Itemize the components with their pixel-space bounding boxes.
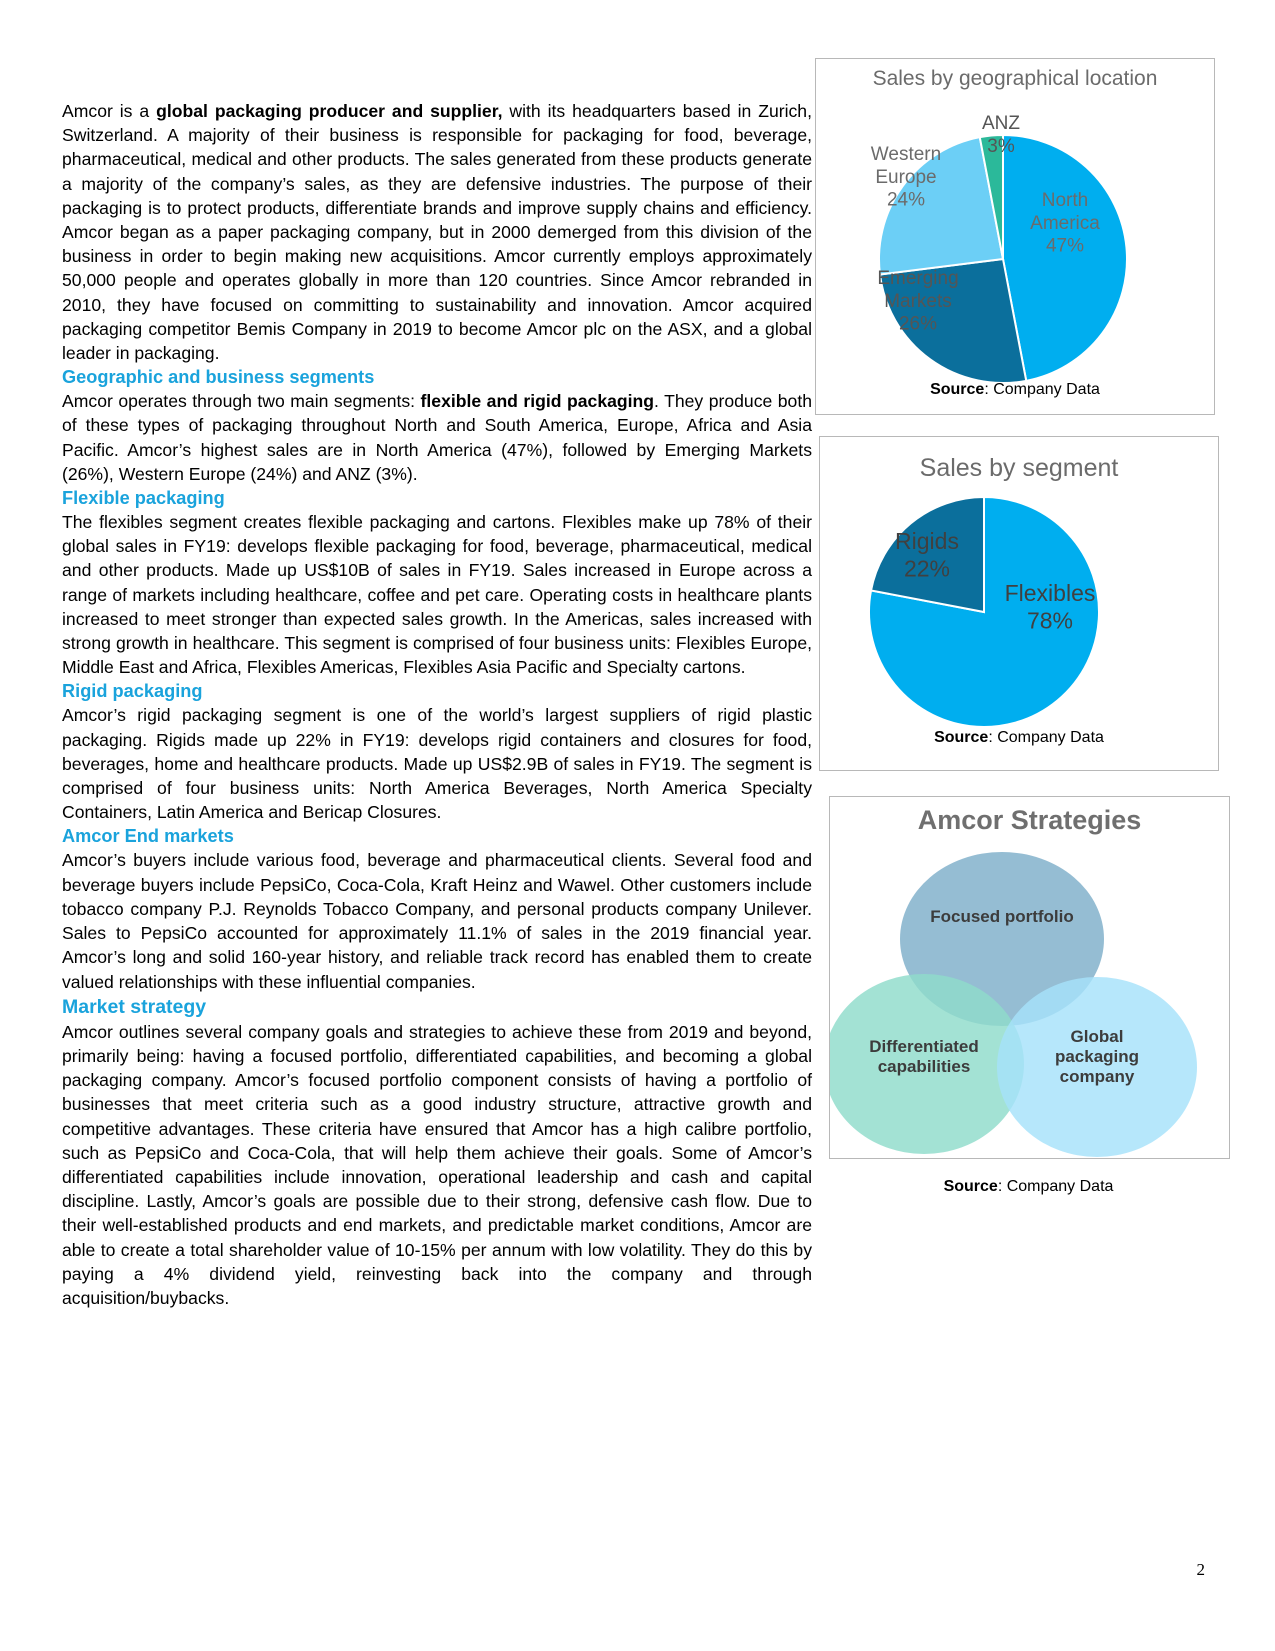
strategy-paragraph: Amcor outlines several company goals and strategies to achieve these from 2019 and beyond, primarily being: having a focused portfolio, differentiated capabilities, and becoming a global packaging company. Amcor’s focused portfolio component consists of having a portfolio of businesses that meet criteria such as a good industry structure, attractive growth and competitive advantages. These criteria have ensured that Amcor has a high calibre portfolio, such as PepsiCo and Coca-Cola, that will help them achieve their goals. Some of Amcor’s differentiated capabilities include innovation, operational leadership and cash and capital discipline. Lastly, Amcor’s goals are possible due to their strong, defensive cash flow. Due to their well-established products and end markets, and predictable market conditions, Amcor are able to create a total shareholder value of 10-15% per annum with low volatility. They do this by paying a 4% dividend yield, reinvesting back into the company and through acquisition/buybacks. <box>62 1021 812 1308</box>
geo-pie-chart <box>816 59 1214 414</box>
page-number: 2 <box>1196 1560 1205 1579</box>
heading-market-strategy: Market strategy <box>62 995 207 1018</box>
venn-label-focused-portfolio: Focused portfolio <box>930 907 1074 926</box>
flex-paragraph: The flexibles segment creates flexible packaging and cartons. Flexibles make up 78% of their global sales in FY19: develops flexible packaging for food, beverage, pharmaceutical, medical and other products. Made up US$10B of sales in FY19. Sales increased in Europe across a range of markets including healthcare, coffee and pet care. Operating costs in healthcare plants increased to meet stronger than expected sales growth. In the Americas, sales increased with strong growth in healthcare. This segment is comprised of four business units: Flexibles Europe, Middle East and Africa, Flexibles Americas, Flexibles Asia Pacific and Specialty cartons. <box>62 512 812 678</box>
heading-geographic: Geographic and business segments <box>62 367 375 388</box>
rigid-paragraph: Amcor’s rigid packaging segment is one of the world’s largest suppliers of rigid plastic packaging. Rigids made up 22% in FY19: develops rigid containers and closures for food, beverages, home and healthcare products. Made up US$2.9B of sales in FY19. The segment is comprised of four business units: North America Beverages, North America Specialty Containers, Latin America and Bericap Closures. <box>62 705 812 823</box>
intro-bold: global packaging producer and supplier, <box>156 101 503 121</box>
pie-label-western-europe: Western Europe 24% <box>870 144 942 211</box>
pie-label-emerging-markets: Emerging Markets 26% <box>877 268 959 335</box>
heading-flexible: Flexible packaging <box>62 488 225 509</box>
pie-label-flexibles: Flexibles 78% <box>1004 580 1096 634</box>
strategies-box <box>829 796 1230 1159</box>
pie-label-north-america: North America 47% <box>1030 190 1100 257</box>
segment-source: Source: Company Data <box>934 729 1104 746</box>
venn-label-global-packaging-company: Global packaging company <box>1054 1027 1140 1086</box>
geo-chart-title: Sales by geographical location <box>872 67 1158 90</box>
pie-label-rigids: Rigids 22% <box>895 528 959 582</box>
heading-end-markets: Amcor End markets <box>62 826 234 847</box>
strategies-source: Source: Company Data <box>943 1178 1114 1195</box>
segment-chart-title: Sales by segment <box>919 454 1119 482</box>
pie-label-anz: ANZ 3% <box>982 113 1020 157</box>
geo-source: Source: Company Data <box>930 381 1100 398</box>
article-body <box>62 99 812 1310</box>
venn-label-differentiated-capabilities: Differentiated capabilities <box>869 1037 979 1076</box>
segment-pie-chart <box>820 437 1218 770</box>
end-paragraph: Amcor’s buyers include various food, beverage and pharmaceutical clients. Several food and beverage buyers include PepsiCo, Coca-Cola, Kraft Heinz and Wawel. Other customers include tobacco company P.J. Reynolds Tobacco Company, and personal products company Unilever. Sales to PepsiCo accounted for approximately 11.1% of sales in the 2019 financial year. Amcor’s long and solid 160-year history, and reliable track record has enabled them to create valued relationships with these influential companies. <box>62 850 812 992</box>
strategies-title: Amcor Strategies <box>917 805 1142 835</box>
heading-rigid: Rigid packaging <box>62 681 203 702</box>
strategies-venn-diagram <box>830 797 1229 1158</box>
geo-paragraph: Amcor operates through two main segments: flexible and rigid packaging. They produce both of these types of packaging throughout North and South America, Europe, Africa and Asia Pacific. Amcor’s highest sales are in North America (47%), followed by Emerging Markets (26%), Western Europe (24%) and ANZ (3%). <box>62 391 813 484</box>
geo-chart-box <box>815 58 1215 415</box>
intro-paragraph: Amcor is a global packaging producer and supplier, with its headquarters based in Zurich, Switzerland. A majority of their business is responsible for packaging for food, beverage, pharmaceutical, medical and other products. The sales generated from these products generate a majority of the company’s sales, as they are defensive industries. The purpose of their packaging is to protect products, differentiate brands and improve supply chains and efficiency. Amcor began as a paper packaging company, but in 2000 demerged from this division of the business in order to begin making new acquisitions. Amcor currently employs approximately 50,000 people and operates globally in more than 120 countries. Since Amcor rebranded in 2010, they have focused on committing to sustainability and innovation. Amcor acquired packaging competitor Bemis Company in 2019 to become Amcor plc on the ASX, and a global leader in packaging. <box>62 101 812 364</box>
pie-slice-north-america <box>1003 135 1127 381</box>
segment-chart-box <box>819 436 1219 771</box>
geo-bold: flexible and rigid packaging <box>420 391 655 412</box>
